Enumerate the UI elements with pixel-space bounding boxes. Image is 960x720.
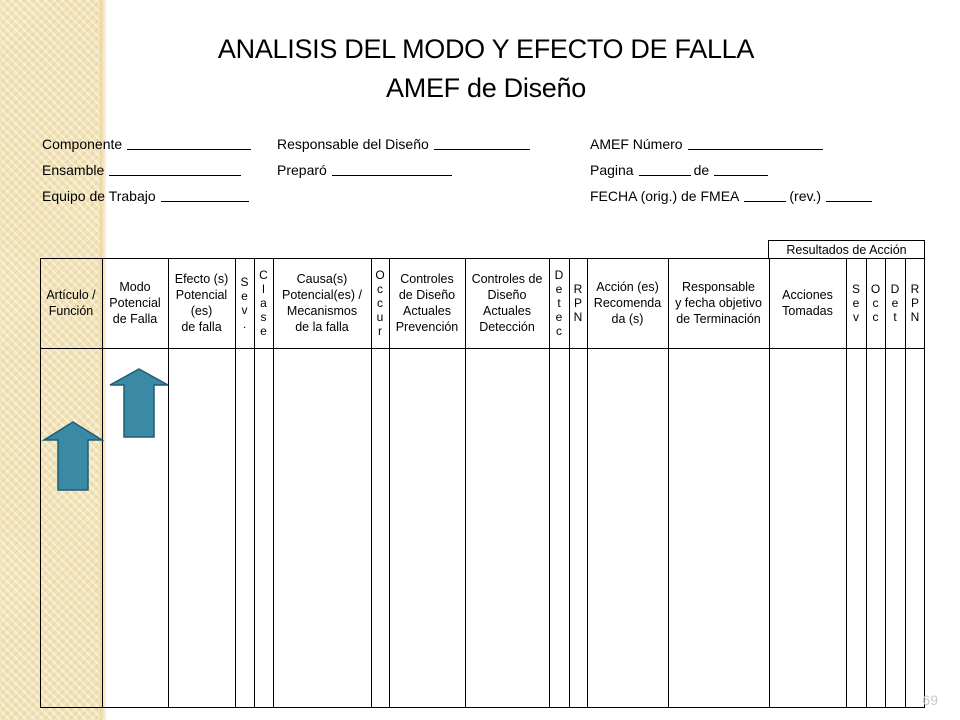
col-header-occur: O c c u r (375, 268, 385, 338)
pagina-total-blank[interactable] (714, 163, 768, 176)
pagina-blank[interactable] (639, 163, 691, 176)
ensamble-label: Ensamble (42, 162, 105, 178)
fecha-orig-blank[interactable] (744, 189, 786, 202)
field-equipo (42, 188, 252, 204)
field-componente (42, 136, 254, 152)
fecha-label: FECHA (orig.) de FMEA (590, 188, 740, 204)
header-divider (41, 348, 924, 349)
col-header-result-rpn: R P N (910, 282, 920, 324)
field-ensamble (42, 162, 244, 178)
col-header-sev: S e v . (240, 275, 249, 331)
document-subtitle: AMEF de Diseño (386, 73, 586, 103)
componente-blank[interactable] (127, 137, 251, 150)
pagina-de-label: de (693, 162, 710, 178)
equipo-label: Equipo de Trabajo (42, 188, 156, 204)
field-preparo (277, 162, 455, 178)
field-responsable (277, 136, 533, 152)
col-header-controles-prevencion: Controles de Diseño Actuales Prevención (395, 272, 459, 334)
field-amef-numero (590, 136, 826, 152)
up-arrow-icon (108, 367, 170, 439)
resultados-header: Resultados de Acción (768, 240, 925, 259)
responsable-label: Responsable del Diseño (277, 136, 429, 152)
col-header-efecto: Efecto (s) Potencial (es) de falla (174, 272, 229, 334)
col-header-articulo: Artículo / Función (46, 288, 96, 318)
col-header-accion-recomendada: Acción (es) Recomenda da (s) (593, 280, 662, 326)
preparo-blank[interactable] (332, 163, 452, 176)
col-header-acciones-tomadas: Acciones Tomadas (782, 288, 833, 318)
col-header-result-det: D e t (890, 282, 900, 324)
col-header-controles-deteccion: Controles de Diseño Actuales Detección (471, 272, 543, 334)
ensamble-blank[interactable] (109, 163, 241, 176)
field-pagina (590, 162, 771, 178)
col-header-detec: D e t e c (554, 268, 564, 338)
col-header-result-sev: S e v (851, 282, 860, 324)
componente-label: Componente (42, 136, 123, 152)
page-number: 69 (922, 692, 938, 708)
pagina-label: Pagina (590, 162, 634, 178)
col-header-result-occ: O c c (870, 282, 881, 324)
col-header-clase: C l a s e (259, 268, 268, 338)
rev-label: (rev.) (789, 188, 821, 204)
col-header-responsable-fecha: Responsable y fecha objetivo de Terminación (675, 280, 762, 326)
col-header-rpn: R P N (573, 282, 583, 324)
fecha-rev-blank[interactable] (826, 189, 872, 202)
up-arrow-icon (42, 420, 104, 492)
col-header-causa: Causa(s) Potencial(es) / Mecanismos de la falla (282, 272, 362, 334)
amef-numero-blank[interactable] (688, 137, 823, 150)
field-fecha (590, 188, 875, 204)
equipo-blank[interactable] (161, 189, 249, 202)
amef-numero-label: AMEF Número (590, 136, 683, 152)
col-header-modo: Modo Potencial de Falla (109, 280, 161, 326)
document-title: ANALISIS DEL MODO Y EFECTO DE FALLA (217, 34, 755, 64)
preparo-label: Preparó (277, 162, 327, 178)
responsable-blank[interactable] (434, 137, 530, 150)
